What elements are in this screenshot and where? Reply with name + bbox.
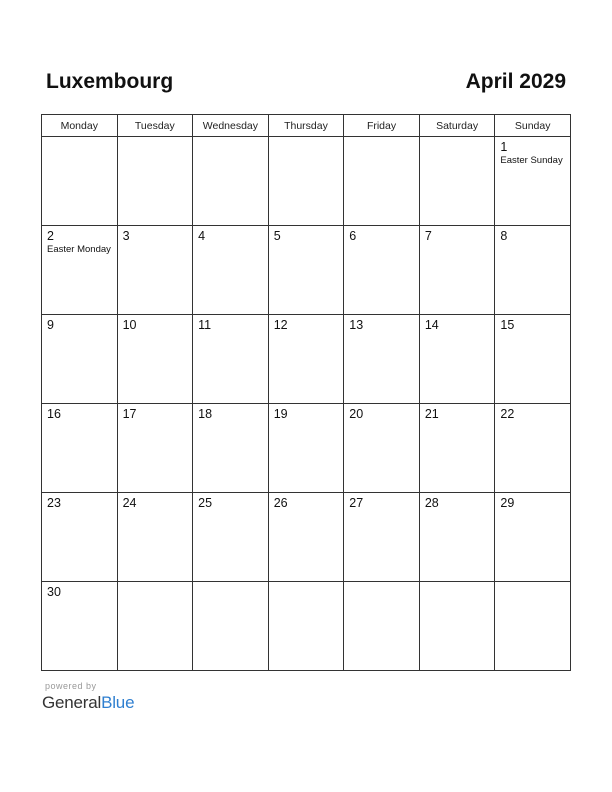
day-cell [495,315,571,404]
week-row [42,315,571,404]
day-cell [344,404,420,493]
day-number: 11 [198,318,212,332]
week-row [42,226,571,315]
logo-general-text: General [42,693,102,712]
day-cell [117,315,193,404]
week-row [42,137,571,226]
day-cell [419,315,495,404]
day-cell [42,493,118,582]
day-number: 24 [122,496,137,510]
day-cell [495,226,571,315]
day-cell [42,315,118,404]
day-cell [268,137,344,226]
day-cell [495,582,571,671]
day-number: 10 [122,318,137,332]
week-row [42,493,571,582]
day-cell [419,493,495,582]
weekday-header: Sunday [495,115,571,137]
day-number: 5 [273,229,281,243]
day-number: 18 [198,407,213,421]
weekday-header: Thursday [268,115,344,137]
day-number: 27 [349,496,364,510]
day-cell [268,582,344,671]
day-number: 4 [198,229,206,243]
calendar-body [42,137,571,671]
day-cell [495,493,571,582]
day-cell [344,137,420,226]
powered-by-text: powered by [45,681,97,691]
weekday-header: Friday [344,115,420,137]
day-cell [42,404,118,493]
day-cell [42,226,118,315]
day-number: 22 [500,407,515,421]
day-cell [495,404,571,493]
generalblue-logo [42,693,134,713]
calendar-header [46,70,566,100]
day-cell [344,493,420,582]
day-number: 9 [47,318,54,332]
day-number: 7 [424,229,432,243]
day-number: 29 [500,496,515,510]
day-number: 6 [349,229,357,243]
day-cell [419,404,495,493]
weekday-header: Tuesday [117,115,193,137]
day-number: 16 [47,407,61,421]
day-number: 17 [122,407,137,421]
day-cell [42,582,118,671]
weekday-header: Wednesday [193,115,269,137]
day-number: 3 [122,229,130,243]
day-number: 13 [349,318,364,332]
day-number: 1 [500,140,508,154]
day-cell [193,404,269,493]
day-cell [419,137,495,226]
day-cell [193,315,269,404]
day-cell [419,582,495,671]
day-cell [193,137,269,226]
day-cell [268,404,344,493]
day-cell [117,226,193,315]
day-number: 26 [273,496,288,510]
day-cell [344,315,420,404]
weekday-header: Monday [42,115,118,137]
day-number: 30 [47,585,61,599]
day-number: 8 [500,229,508,243]
holiday-label: Easter Sunday [500,155,563,166]
day-cell [193,226,269,315]
weekday-header-row [42,115,571,137]
footer-branding [42,681,134,713]
holiday-label: Easter Monday [47,244,111,255]
day-cell [419,226,495,315]
day-cell [268,493,344,582]
day-cell [268,226,344,315]
day-number: 2 [47,229,54,243]
month-year-title: April 2029 [465,70,566,93]
day-cell [344,582,420,671]
day-number: 12 [273,318,288,332]
day-cell [193,582,269,671]
day-cell [344,226,420,315]
day-cell [117,137,193,226]
day-number: 21 [424,407,439,421]
day-cell [495,137,571,226]
day-cell [117,493,193,582]
day-number: 20 [349,407,364,421]
day-cell [117,582,193,671]
calendar-grid [41,114,571,671]
week-row [42,404,571,493]
day-number: 23 [47,496,61,510]
day-cell [117,404,193,493]
day-number: 19 [273,407,288,421]
day-number: 28 [424,496,439,510]
week-row [42,582,571,671]
country-title: Luxembourg [46,70,174,93]
day-cell [42,137,118,226]
logo-blue-text: Blue [101,693,135,712]
day-number: 14 [424,318,439,332]
weekday-header: Saturday [419,115,495,137]
day-number: 25 [198,496,213,510]
day-number: 15 [500,318,515,332]
day-cell [193,493,269,582]
day-cell [268,315,344,404]
